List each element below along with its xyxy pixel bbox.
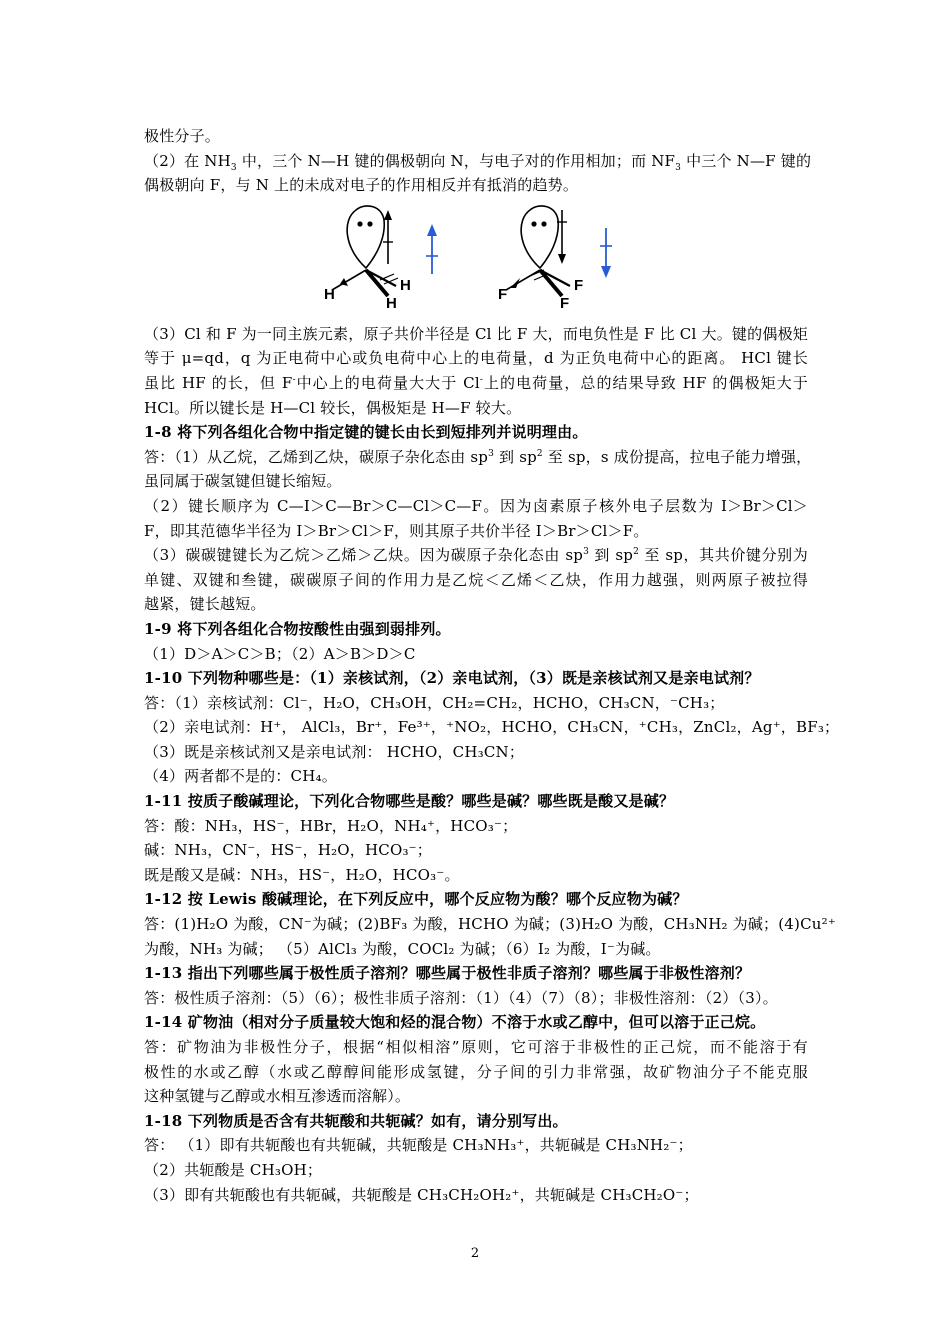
text-line: （3）Cl 和 F 为一同主族元素，原子共价半径是 Cl 比 F 大，而电负性是 F 比 Cl 大。键的偶极矩 <box>144 324 808 343</box>
text-line: 既是酸又是碱：NH₃，HS⁻，H₂O，HCO₃⁻。 <box>144 865 460 884</box>
text-line: HCl。所以键长是 H—Cl 较长，偶极矩是 H—F 较大。 <box>144 398 522 417</box>
text-line: 这种氢键与乙醇或水相互渗透而溶解）。 <box>144 1087 411 1106</box>
text-line: （1）D＞A＞C＞B；（2）A＞B＞D＞C <box>144 644 416 663</box>
atom-label: H <box>400 276 412 294</box>
text-line: （2）亲电试剂：H⁺， AlCl₃，Br⁺，Fe³⁺，⁺NO₂，HCHO，CH₃CN，⁺CH₃，ZnCl₂，Ag⁺，BF₃； <box>144 718 840 737</box>
text-line: 极性分子。 <box>144 127 221 145</box>
text-line: （2）在 $NH_3$ 中，三个 N—H 键的偶极朝向 N，与电子对的作用相加；而 $NF_3$ 中三个 N—F 键的 <box>144 151 812 173</box>
text-line: 为酸，NH₃ 为碱； （5）AlCl₃ 为酸，COCl₂ 为碱；（6）I₂ 为酸，I⁻为碱。 <box>144 939 661 958</box>
dipole-figure <box>144 198 808 322</box>
text-line: （2）键长顺序为 C—I＞C—Br＞C—Cl＞C—F。因为卤素原子核外电子层数为 I＞Br＞Cl＞ <box>144 496 808 515</box>
text-line: 单键、双键和叁键，碳碳原子间的作用力是乙烷＜乙烯＜乙炔，作用力越强，则两原子被拉得 <box>144 570 808 589</box>
text-line: （4）两者都不是的：CH₄。 <box>144 767 337 786</box>
question-heading: 1-11 按质子酸碱理论，下列化合物哪些是酸？哪些是碱？哪些既是酸又是碱？ <box>144 792 675 811</box>
text-line: 答：（1）从乙烷，乙烯到乙炔，碳原子杂化态由 $sp^3$ 到 $sp^2$ 至 sp，s 成份提高，拉电子能力增强， <box>144 447 812 466</box>
text-line: （3）碳碳键键长为乙烷＞乙烯＞乙炔。因为碳原子杂化态由 $sp^3$ 到 $sp^2$ 至 sp，其共价键分别为 <box>144 546 808 565</box>
question-heading: 1-14 矿物油（相对分子质量较大饱和烃的混合物）不溶于水或乙醇中，但可以溶于正己烷。 <box>144 1013 766 1032</box>
text-line: （2）共轭酸是 CH₃OH； <box>144 1160 323 1179</box>
text-line: 答：（1）亲核试剂：Cl⁻，H₂O，CH₃OH，CH₂=CH₂，HCHO，CH₃CN，⁻CH₃； <box>144 693 725 712</box>
nh3-structure <box>324 206 438 308</box>
text-line: 答：矿物油为非极性分子，根据“相似相溶”原则，它可溶于非极性的正己烷，而不能溶于有 <box>144 1038 808 1056</box>
page-number: 2 <box>470 1246 480 1261</box>
text-line: 等于 μ=qd，q 为正电荷中心或负电荷中心上的电荷量，d 为正负电荷中心的距离。 HCl 键长 <box>144 349 808 368</box>
text-line: 越紧，键长越短。 <box>144 595 266 614</box>
nf3-structure <box>498 206 612 308</box>
text-line: 极性的水或乙醇（水或乙醇醇间能形成氢键，分子间的引力非常强，故矿物油分子不能克服 <box>144 1062 808 1081</box>
question-heading: 1-13 指出下列哪些属于极性质子溶剂？哪些属于极性非质子溶剂？哪些属于非极性溶剂？ <box>144 964 751 983</box>
text-line: 答： （1）即有共轭酸也有共轭碱，共轭酸是 CH₃NH₃⁺，共轭碱是 CH₃NH₂⁻； <box>144 1136 693 1155</box>
text-line: 答：极性质子溶剂：（5）（6）；极性非质子溶剂：（1）（4）（7）（8）；非极性溶剂：（2）（3）。 <box>144 988 778 1007</box>
atom-label: F <box>560 294 570 308</box>
text-line: （3）即有共轭酸也有共轭碱，共轭酸是 CH₃CH₂OH₂⁺，共轭碱是 CH₃CH₂O⁻； <box>144 1185 699 1204</box>
question-heading: 1-8 将下列各组化合物中指定键的键长由长到短排列并说明理由。 <box>144 423 588 442</box>
text-line: （3）既是亲核试剂又是亲电试剂： HCHO，CH₃CN； <box>144 742 525 761</box>
nh3-nf3-dipole-diagram <box>304 198 644 308</box>
atom-label: F <box>574 276 584 294</box>
text-line: 碱：NH₃，CN⁻，HS⁻，H₂O，HCO₃⁻； <box>144 841 432 860</box>
text-line: 虽比 HF 的长，但 F-中心上的电荷量大大于 Cl-上的电荷量，总的结果导致 HF 的偶极矩大于 <box>144 373 808 392</box>
atom-label: F <box>498 285 508 303</box>
question-heading: 1-12 按 Lewis 酸碱理论，在下列反应中，哪个反应物为酸？哪个反应物为碱？ <box>144 890 688 909</box>
question-heading: 1-9 将下列各组化合物按酸性由强到弱排列。 <box>144 619 451 638</box>
page-content <box>144 124 840 1207</box>
text-line: 答：(1)H₂O 为酸，CN⁻为碱；(2)BF₃ 为酸，HCHO 为碱；(3)H₂O 为酸，CH₃NH₂ 为碱；(4)Cu²⁺ <box>144 915 836 934</box>
atom-label: H <box>386 294 398 308</box>
text-line: 答：酸：NH₃，HS⁻，HBr，H₂O，NH₄⁺，HCO₃⁻； <box>144 816 518 835</box>
text-line: 偶极朝向 F，与 N 上的未成对电子的作用相反并有抵消的趋势。 <box>144 176 579 195</box>
question-heading: 1-18 下列物质是否含有共轭酸和共轭碱？如有，请分别写出。 <box>144 1111 568 1130</box>
atom-label: H <box>324 285 336 303</box>
question-heading: 1-10 下列物种哪些是：（1）亲核试剂，（2）亲电试剂，（3）既是亲核试剂又是亲电试剂？ <box>144 669 760 688</box>
text-line: 虽同属于碳氢键但键长缩短。 <box>144 472 342 491</box>
text-line: F，即其范德华半径为 I＞Br＞Cl＞F，则其原子共价半径 I＞Br＞Cl＞F。 <box>144 521 649 540</box>
